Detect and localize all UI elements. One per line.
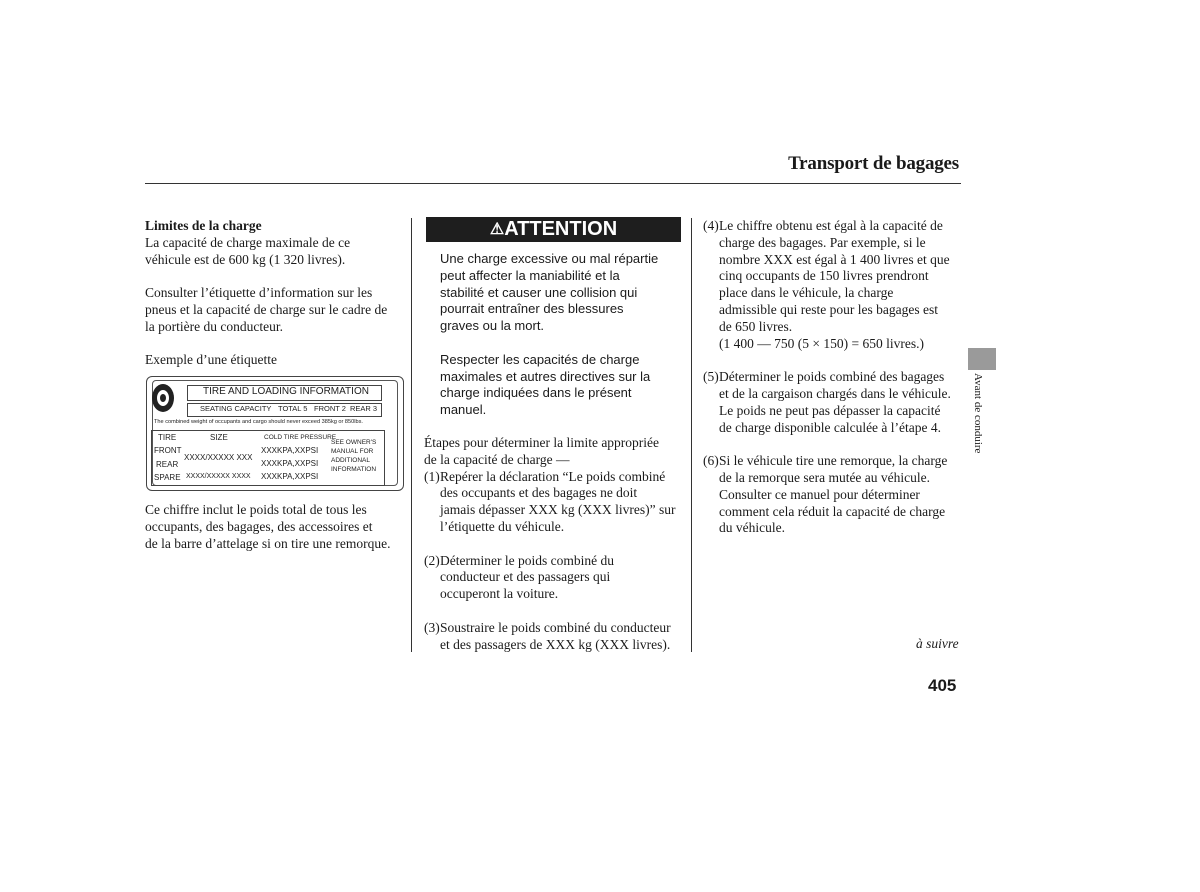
text-line: Exemple d’une étiquette — [145, 352, 277, 368]
page-title: Transport de bagages — [788, 153, 959, 174]
right-column: (4) Le chiffre obtenu est égal à la capacité de charge des bagages. Par exemple, si le nombre XXX est égal à 1 400 livres et que cinq occupants de 150 livres prendront place dans le véhicule, la charge admissible qui reste pour les bagages est de 650 livres. (1 400 — 750 (5 × 150) = 650 livres.) (5) Déterminer le poids combiné des bagages et de la cargaison chargés dans le véhicule. Le poids ne peut pas dépasser la capacité de charge disponible calculée à l’étape 4. (6) Si le véhicule tire une remorque, la charge de la remorque sera mutée au véhicule. Consulter ce manuel pour déterminer comment cela réduit la capacité de charge du véhicule. — [703, 218, 965, 537]
seating-rear: REAR 3 — [350, 404, 378, 413]
middle-column: Étapes pour déterminer la limite appropriée de la capacité de charge — (1) Repérer la déclaration “Le poids combiné des occupants et des bagages ne doit jamais dépasser XXX kg (XXX livres)” sur l’étiquette du véhicule. (2) Déterminer le poids combiné du conducteur et des passagers qui occuperont la voiture. (3) Soustraire le poids combiné du conducteur et des passagers de XXX kg (XXX livres). — [424, 435, 689, 653]
column-divider — [691, 218, 692, 652]
text-line: de la barre d’attelage si on tire une remorque. — [145, 535, 391, 551]
list-item: (2) Déterminer le poids combiné du — [424, 552, 614, 568]
tire-label-illustration — [146, 376, 404, 491]
col-pressure: COLD TIRE PRESSURE — [264, 434, 337, 441]
pressure-front: XXXKPA,XXPSI — [261, 446, 319, 455]
left-column-bottom — [145, 502, 407, 552]
pressure-spare: XXXKPA,XXPSI — [261, 472, 319, 481]
pressure-rear: XXXKPA,XXPSI — [261, 459, 319, 468]
list-item: (5) Déterminer le poids combiné des bagages — [703, 369, 945, 385]
row-front: FRONT — [154, 446, 182, 455]
list-item: (6) Si le véhicule tire une remorque, la charge — [703, 453, 948, 469]
warning-title: ATTENTION — [504, 218, 618, 240]
column-divider — [411, 218, 412, 652]
header-rule — [145, 183, 961, 184]
tire-icon — [150, 382, 176, 414]
size-spare: XXXX/XXXXX XXXX — [186, 473, 251, 480]
text-line: occupants, des bagages, des accessoires et — [145, 518, 373, 534]
text-line: la portière du conducteur. — [145, 318, 283, 334]
warning-header — [426, 217, 681, 242]
text-line: Étapes pour déterminer la limite appropriée — [424, 435, 660, 450]
label-title: TIRE AND LOADING INFORMATION — [203, 386, 369, 397]
section-heading: Limites de la charge — [145, 218, 262, 233]
continued-note: à suivre — [916, 636, 959, 651]
text-line: Ce chiffre inclut le poids total de tous les — [145, 502, 367, 517]
row-spare: SPARE — [154, 473, 181, 482]
text-line: Consulter l’étiquette d’information sur les — [145, 285, 373, 301]
see-manual-note: SEE OWNER'S MANUAL FOR ADDITIONAL INFORMATION — [331, 439, 377, 473]
left-column — [145, 218, 407, 369]
list-item: (3) Soustraire le poids combiné du conducteur — [424, 619, 671, 635]
section-tab — [968, 348, 996, 370]
section-tab-label: Avant de conduire — [972, 373, 984, 454]
warning-body: Une charge excessive ou mal répartie peut affecter la maniabilité et la stabilité et causer une collision qui pourrait entraîner des blessures graves ou la mort. Respecter les capacités de charge maximales et autres directives sur la charge indiquées dans le présent manuel. — [440, 251, 659, 418]
seating-front: FRONT 2 — [314, 404, 346, 413]
text-line: véhicule est de 600 kg (1 320 livres). — [145, 251, 346, 267]
col-size: SIZE — [210, 433, 228, 442]
warning-icon: ⚠ — [489, 221, 505, 238]
seating-capacity: SEATING CAPACITY — [200, 404, 272, 413]
list-item: (1) Repérer la déclaration “Le poids combiné — [424, 468, 666, 484]
size-main: XXXX/XXXXX XXX — [184, 453, 253, 462]
label-note: The combined weight of occupants and cargo should never exceed 385kg or 850lbs. — [154, 419, 363, 425]
text-line: de la capacité de charge — — [424, 451, 570, 467]
text-line: La capacité de charge maximale de ce — [145, 234, 351, 250]
list-item: (4) Le chiffre obtenu est égal à la capacité de — [703, 218, 943, 233]
col-tire: TIRE — [158, 433, 177, 442]
seating-total: TOTAL 5 — [278, 404, 308, 413]
row-rear: REAR — [156, 460, 179, 469]
page-number: 405 — [928, 676, 957, 695]
text-line: pneus et la capacité de charge sur le cadre de — [145, 301, 388, 317]
